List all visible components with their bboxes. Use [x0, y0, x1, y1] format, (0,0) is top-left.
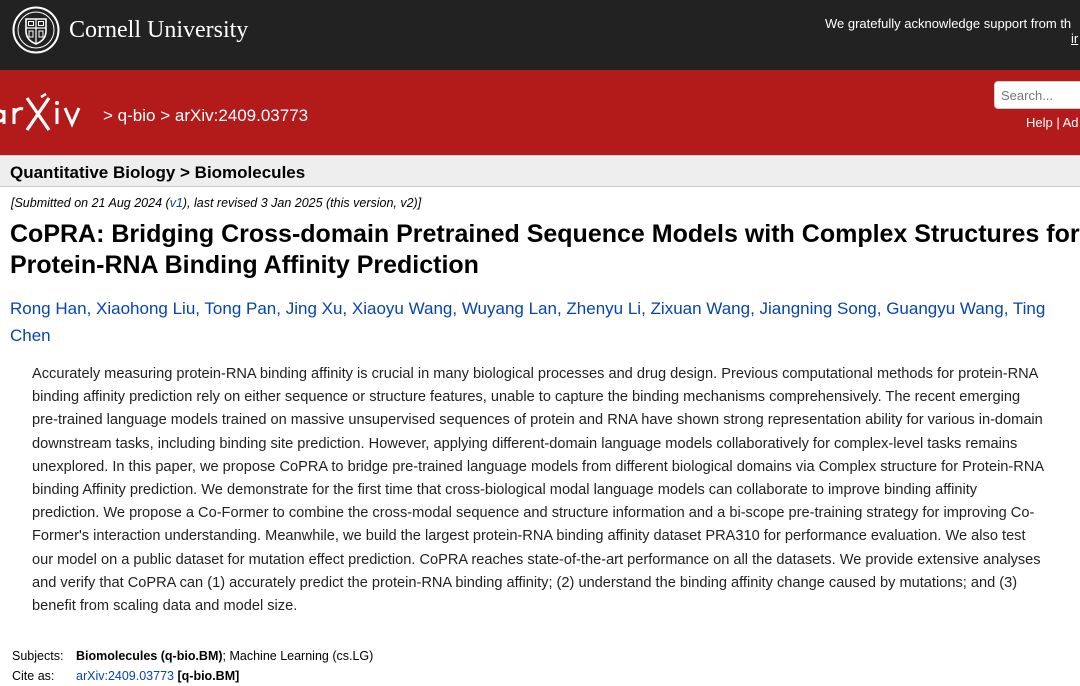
acknowledgement-text: We gratefully acknowledge support from th: [825, 16, 1072, 31]
secondary-subjects: ; Machine Learning (cs.LG): [222, 649, 374, 663]
category-bar: [0, 155, 1080, 187]
cite-link[interactable]: arXiv:2409.03773: [76, 669, 174, 683]
cornell-seal-icon[interactable]: [12, 6, 60, 54]
author-list: Rong Han, Xiaohong Liu, Tong Pan, Jing Xu, Xiaoyu Wang, Wuyang Lan, Zhenyu Li, Zixuan Wang, Jiangning Song, Guangyu Wang, Ting Chen: [10, 299, 1046, 345]
breadcrumb: [103, 106, 308, 126]
version-1-link[interactable]: v1: [169, 196, 183, 210]
cite-category: [q-bio.BM]: [177, 669, 240, 683]
breadcrumb-item-paper-id[interactable]: arXiv:2409.03773: [174, 106, 309, 125]
author-link[interactable]: Guangyu Wang: [886, 299, 1004, 318]
cite-label: Cite as:: [12, 669, 55, 683]
search-input[interactable]: Search...: [994, 81, 1080, 109]
breadcrumb-item-q-bio[interactable]: q-bio: [117, 106, 156, 125]
author-link[interactable]: Jiangning Song: [759, 299, 877, 318]
breadcrumb-separator: >: [103, 106, 118, 125]
author-link[interactable]: Jing Xu: [285, 299, 343, 318]
cite-row: [12, 666, 373, 686]
institution-name[interactable]: Cornell University: [69, 17, 249, 43]
author-link[interactable]: Zixuan Wang: [650, 299, 751, 318]
cornell-bar: [0, 0, 1080, 70]
acknowledgement-link[interactable]: ir: [1071, 31, 1079, 46]
author-link[interactable]: Zhenyu Li: [566, 299, 642, 318]
submitted-suffix: ), last revised 3 Jan 2025 (this version, v2)]: [182, 196, 422, 210]
subjects-label: Subjects:: [12, 649, 64, 663]
help-links[interactable]: Help | Ad: [1026, 115, 1079, 130]
author-link[interactable]: Tong Pan: [204, 299, 277, 318]
author-link[interactable]: Rong Han: [10, 299, 87, 318]
abstract-text: Accurately measuring protein-RNA binding affinity is crucial in many biological processes and drug design. Previous computational methods for protein-RNA binding affinity prediction rely on either sequence or structure features, unable to capture the binding mechanisms comprehensively. The recent emerging pre-trained language models trained on massive unsupervised sequences of protein and RNA have shown strong representation ability for various in-domain downstream tasks, including binding site prediction. However, applying different-domain language models collaboratively for complex-level tasks remains unexplored. In this paper, we propose CoPRA to bridge pre-trained language models from different biological domains via Complex structure for Protein-RNA binding Affinity prediction. We demonstrate for the first time that cross-biological modal language models can collaborate to improve binding affinity prediction. We propose a Co-Former to combine the cross-modal sequence and structure information and a bi-scope pre-training strategy for improving Co-Former's interaction understanding. Meanwhile, we build the largest protein-RNA binding affinity dataset PRA310 for performance evaluation. We also test our model on a public dataset for mutation effect prediction. CoPRA reaches state-of-the-art performance on all the datasets. We provide extensive analyses and verify that CoPRA can (1) accurately predict the protein-RNA binding affinity; (2) understand the binding affinity change caused by mutations; and (3) benefit from scaling data and model size.: [32, 366, 1044, 615]
submission-history: [11, 196, 421, 210]
author-link[interactable]: Ting Chen: [10, 299, 1046, 345]
author-link[interactable]: Wuyang Lan: [461, 299, 557, 318]
submitted-prefix: [Submitted on 21 Aug 2024 (: [11, 196, 170, 210]
arxiv-logo-icon[interactable]: [0, 92, 102, 134]
subjects-row: [12, 646, 373, 666]
arxiv-header: [0, 70, 1080, 155]
metadata-table: [12, 646, 373, 686]
category-title: Quantitative Biology > Biomolecules: [10, 163, 306, 182]
primary-subject: Biomolecules (q-bio.BM): [76, 649, 223, 663]
paper-title: CoPRA: Bridging Cross-domain Pretrained Sequence Models with Complex Structures for Protein-RNA Binding Affinity Prediction: [10, 220, 1080, 279]
author-link[interactable]: Xiaoyu Wang: [351, 299, 453, 318]
breadcrumb-separator: >: [160, 106, 175, 125]
author-link[interactable]: Xiaohong Liu: [96, 299, 196, 318]
